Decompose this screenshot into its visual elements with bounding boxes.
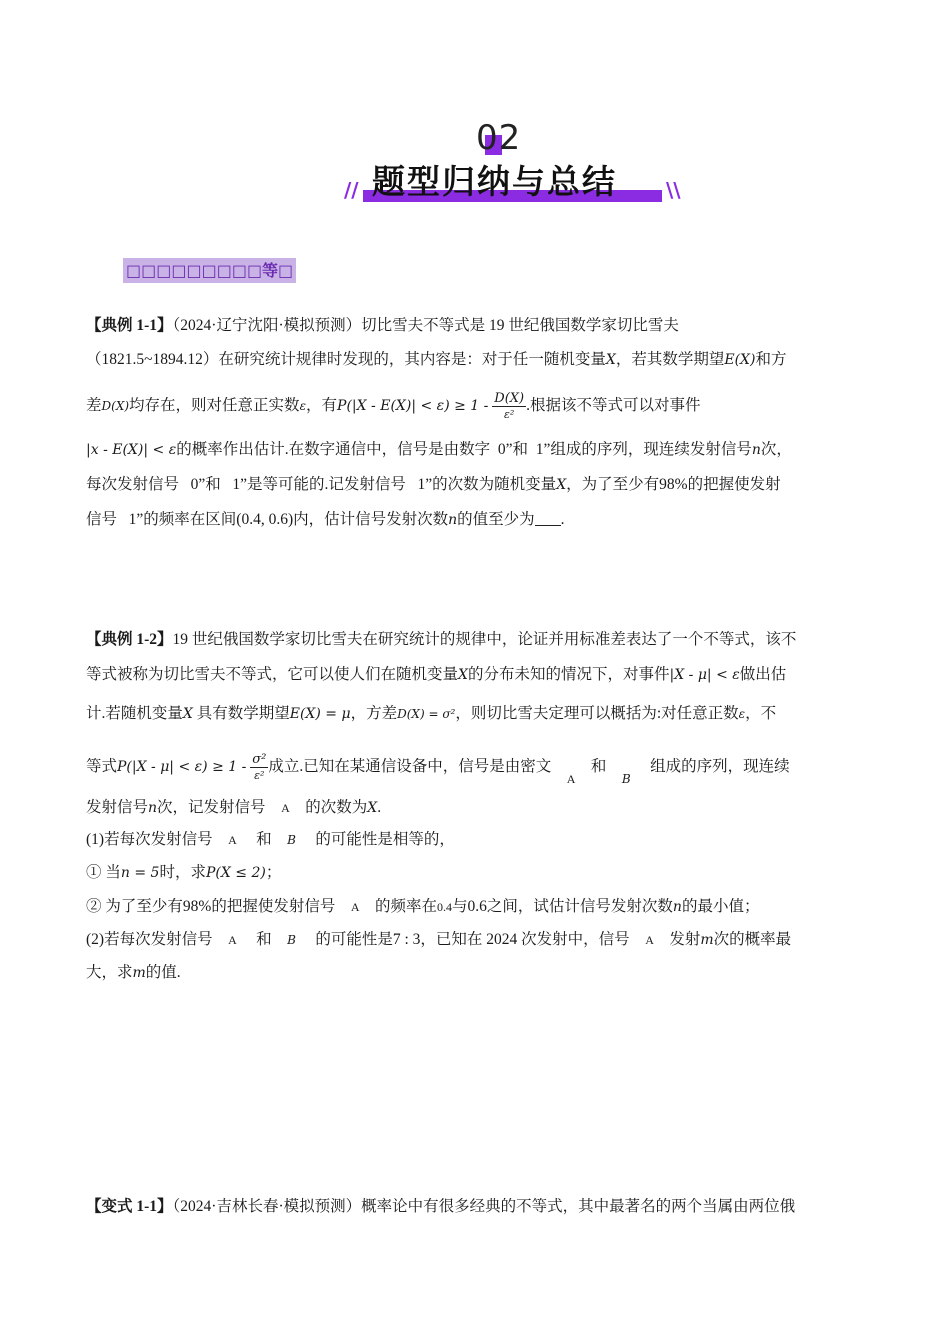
ex1-2-line-2: 等式被称为切比雪夫不等式，它可以使人们在随机变量X的分布未知的情况下，对事件|X - μ| < ε做出估 [86, 666, 787, 683]
section-number: 02 [476, 118, 522, 158]
ex1-1-tag: 【典例 1-1】 [86, 317, 173, 334]
ex1-2-line-7: ① 当n = 5时，求P(X ≤ 2)； [86, 864, 282, 881]
ex1-2-line-9: (2)若每次发射信号 A 和 B 的可能性是7 : 3，已知在 2024 次发射中，信号 A 发射m次的概率最 [86, 931, 792, 948]
ex1-1-line-1: 【典例 1-1】（2024·辽宁沈阳·模拟预测）切比雪夫不等式是 19 世纪俄国数学家切比雪夫 [86, 317, 679, 334]
ex1-2-tag: 【典例 1-2】 [86, 631, 173, 648]
sigma-fraction: $\frac{\text{σ²}}{\text{ε²}}$ [252, 752, 267, 782]
var1-1-line-1: 【变式 1-1】（2024·吉林长春·模拟预测）概率论中有很多经典的不等式，其中最著名的两个当属由两位俄 [86, 1198, 796, 1215]
ex1-2-line-6: (1)若每次发射信号 A 和 B 的可能性是相等的， [86, 831, 455, 848]
ex1-2-line-1: 【典例 1-2】19 世纪俄国数学家切比雪夫在研究统计的规律中，论证并用标准差表达了一个不等式，该不 [86, 631, 797, 648]
var1-1-tag: 【变式 1-1】 [86, 1198, 173, 1215]
chebyshev-fraction: $\frac{D(X)}{\text{ε²}}$ [494, 391, 525, 421]
section-label: □□□□□□□□□等□ [123, 258, 296, 283]
answer-blank [535, 511, 561, 526]
left-slash-decoration: // [344, 178, 359, 202]
ex1-1-line-6: 信号 1”的频率在区间(0.4, 0.6)内，估计信号发射次数n的值至少为 . [86, 511, 565, 528]
page-title: 题型归纳与总结 [372, 162, 617, 201]
ex1-2-line-3: 计.若随机变量X 具有数学期望E(X) = μ，方差D(X) = σ²，则切比雪夫定理可以概括为:对任意正数ε，不 [86, 705, 777, 722]
ex1-1-line-5: 每次发射信号 0”和 1”是等可能的.记发射信号 1”的次数为随机变量X，为了至少有98%的把握使发射 [86, 476, 781, 493]
right-slash-decoration: \\ [666, 178, 681, 202]
ex1-2-line-4: 等式P(|X - μ| < ε) ≥ 1 - $\frac{\text{σ²}}{\text{ε²}}$ 成立.已知在某通信设备中，信号是由密文 $_A$ 和 $_B$ 组成的序列，现连续 [86, 752, 790, 787]
ex1-2-line-5: 发射信号n次，记发射信号 A 的次数为X. [86, 799, 382, 816]
ex1-1-line-3: 差D(X)均存在，则对任意正实数ε，有P(|X - E(X)| < ε) ≥ 1 - $\frac{D(X)}{\text{ε²}}$ .根据该不等式可以对事件 [86, 391, 701, 421]
ex1-2-line-10: 大，求m的值. [86, 964, 181, 981]
ex1-1-line-2: （1821.5~1894.12）在研究统计规律时发现的，其内容是：对于任一随机变量X，若其数学期望E(X)和方 [86, 351, 787, 368]
ex1-2-line-8: ② 为了至少有98%的把握使发射信号 A 的频率在0.4与0.6之间，试估计信号发射次数n的最小值； [86, 898, 760, 915]
ex1-1-line-4: |x - E(X)| < ε的概率作出估计.在数字通信中，信号是由数字 0”和 1”组成的序列，现连续发射信号n次， [86, 441, 792, 458]
